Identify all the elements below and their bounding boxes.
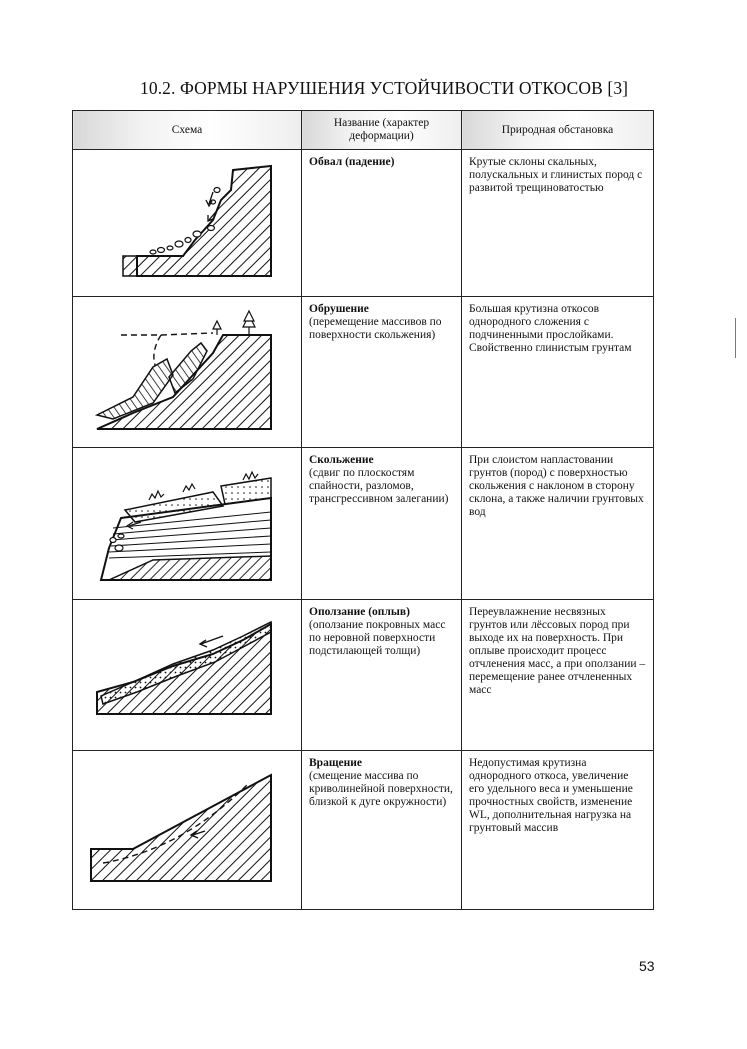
table-row [73,600,654,751]
page-number: 53 [639,958,655,974]
slope-failure-table [72,110,654,910]
name-cell [302,150,462,297]
row-name-desc: (оползание покровных масс по неровной поверхности подстилающей толщи) [309,619,446,657]
row-name-desc: (смещение массива по криволинейной поверхности, близкой к дуге окружности) [309,770,453,808]
collapse-diagram [73,297,302,447]
page-title: 10.2. ФОРМЫ НАРУШЕНИЯ УСТОЙЧИВОСТИ ОТКОСОВ [3] [140,78,629,98]
rotation-diagram [73,751,302,909]
row-name-title: Оползание (оплыв) [309,606,410,618]
rockfall-diagram-cell [73,150,302,297]
name-cell [302,448,462,600]
environment-cell: Большая крутизна откосов однородного сложения с подчиненными прослойками. Свойственно глинистым грунтам [462,297,654,448]
name-cell [302,751,462,910]
environment-cell: Переувлажнение несвязных грунтов или лёссовых пород при выходе их на поверхность. При оплыве происходит процесс отчленения масс, а при оползании – перемещение ранее отчлененных масс [462,600,654,751]
environment-cell: При слоистом напластовании грунтов (пород) с поверхностью скольжения с наклоном в сторону склона, а также наличии грунтовых вод [462,448,654,600]
row-name-title: Вращение [309,757,362,769]
row-name-title: Скольжение [309,454,374,466]
header-scheme: Схема [73,111,302,150]
rotation-diagram-cell [73,751,302,910]
creep-diagram-cell [73,600,302,751]
table-row [73,150,654,297]
name-cell [302,600,462,751]
name-cell [302,297,462,448]
collapse-diagram-cell [73,297,302,448]
table-header-row [73,111,654,150]
table-row [73,297,654,448]
environment-cell: Крутые склоны скальных, полускальных и глинистых пород с развитой трещиноватостью [462,150,654,297]
sliding-diagram-cell [73,448,302,600]
environment-cell: Недопустимая крутизна однородного откоса, увеличение его удельного веса и уменьшение прочностных свойств, изменение WL, дополнительная нагрузка на грунтовый массив [462,751,654,910]
creep-diagram [73,600,302,750]
row-name-desc: (перемещение массивов по поверхности скольжения) [309,316,442,341]
table-row [73,448,654,600]
row-name-desc: (сдвиг по плоскостям спайности, разломов, трансгрессивном залегании) [309,467,449,505]
header-environment: Природная обстановка [462,111,654,150]
row-name-title: Обрушение [309,303,369,315]
row-name-title: Обвал (падение) [309,156,395,168]
rockfall-diagram [73,150,302,296]
margin-mark [735,318,736,358]
header-name: Название (характер деформации) [302,111,462,150]
sliding-diagram [73,448,302,599]
table-row [73,751,654,910]
